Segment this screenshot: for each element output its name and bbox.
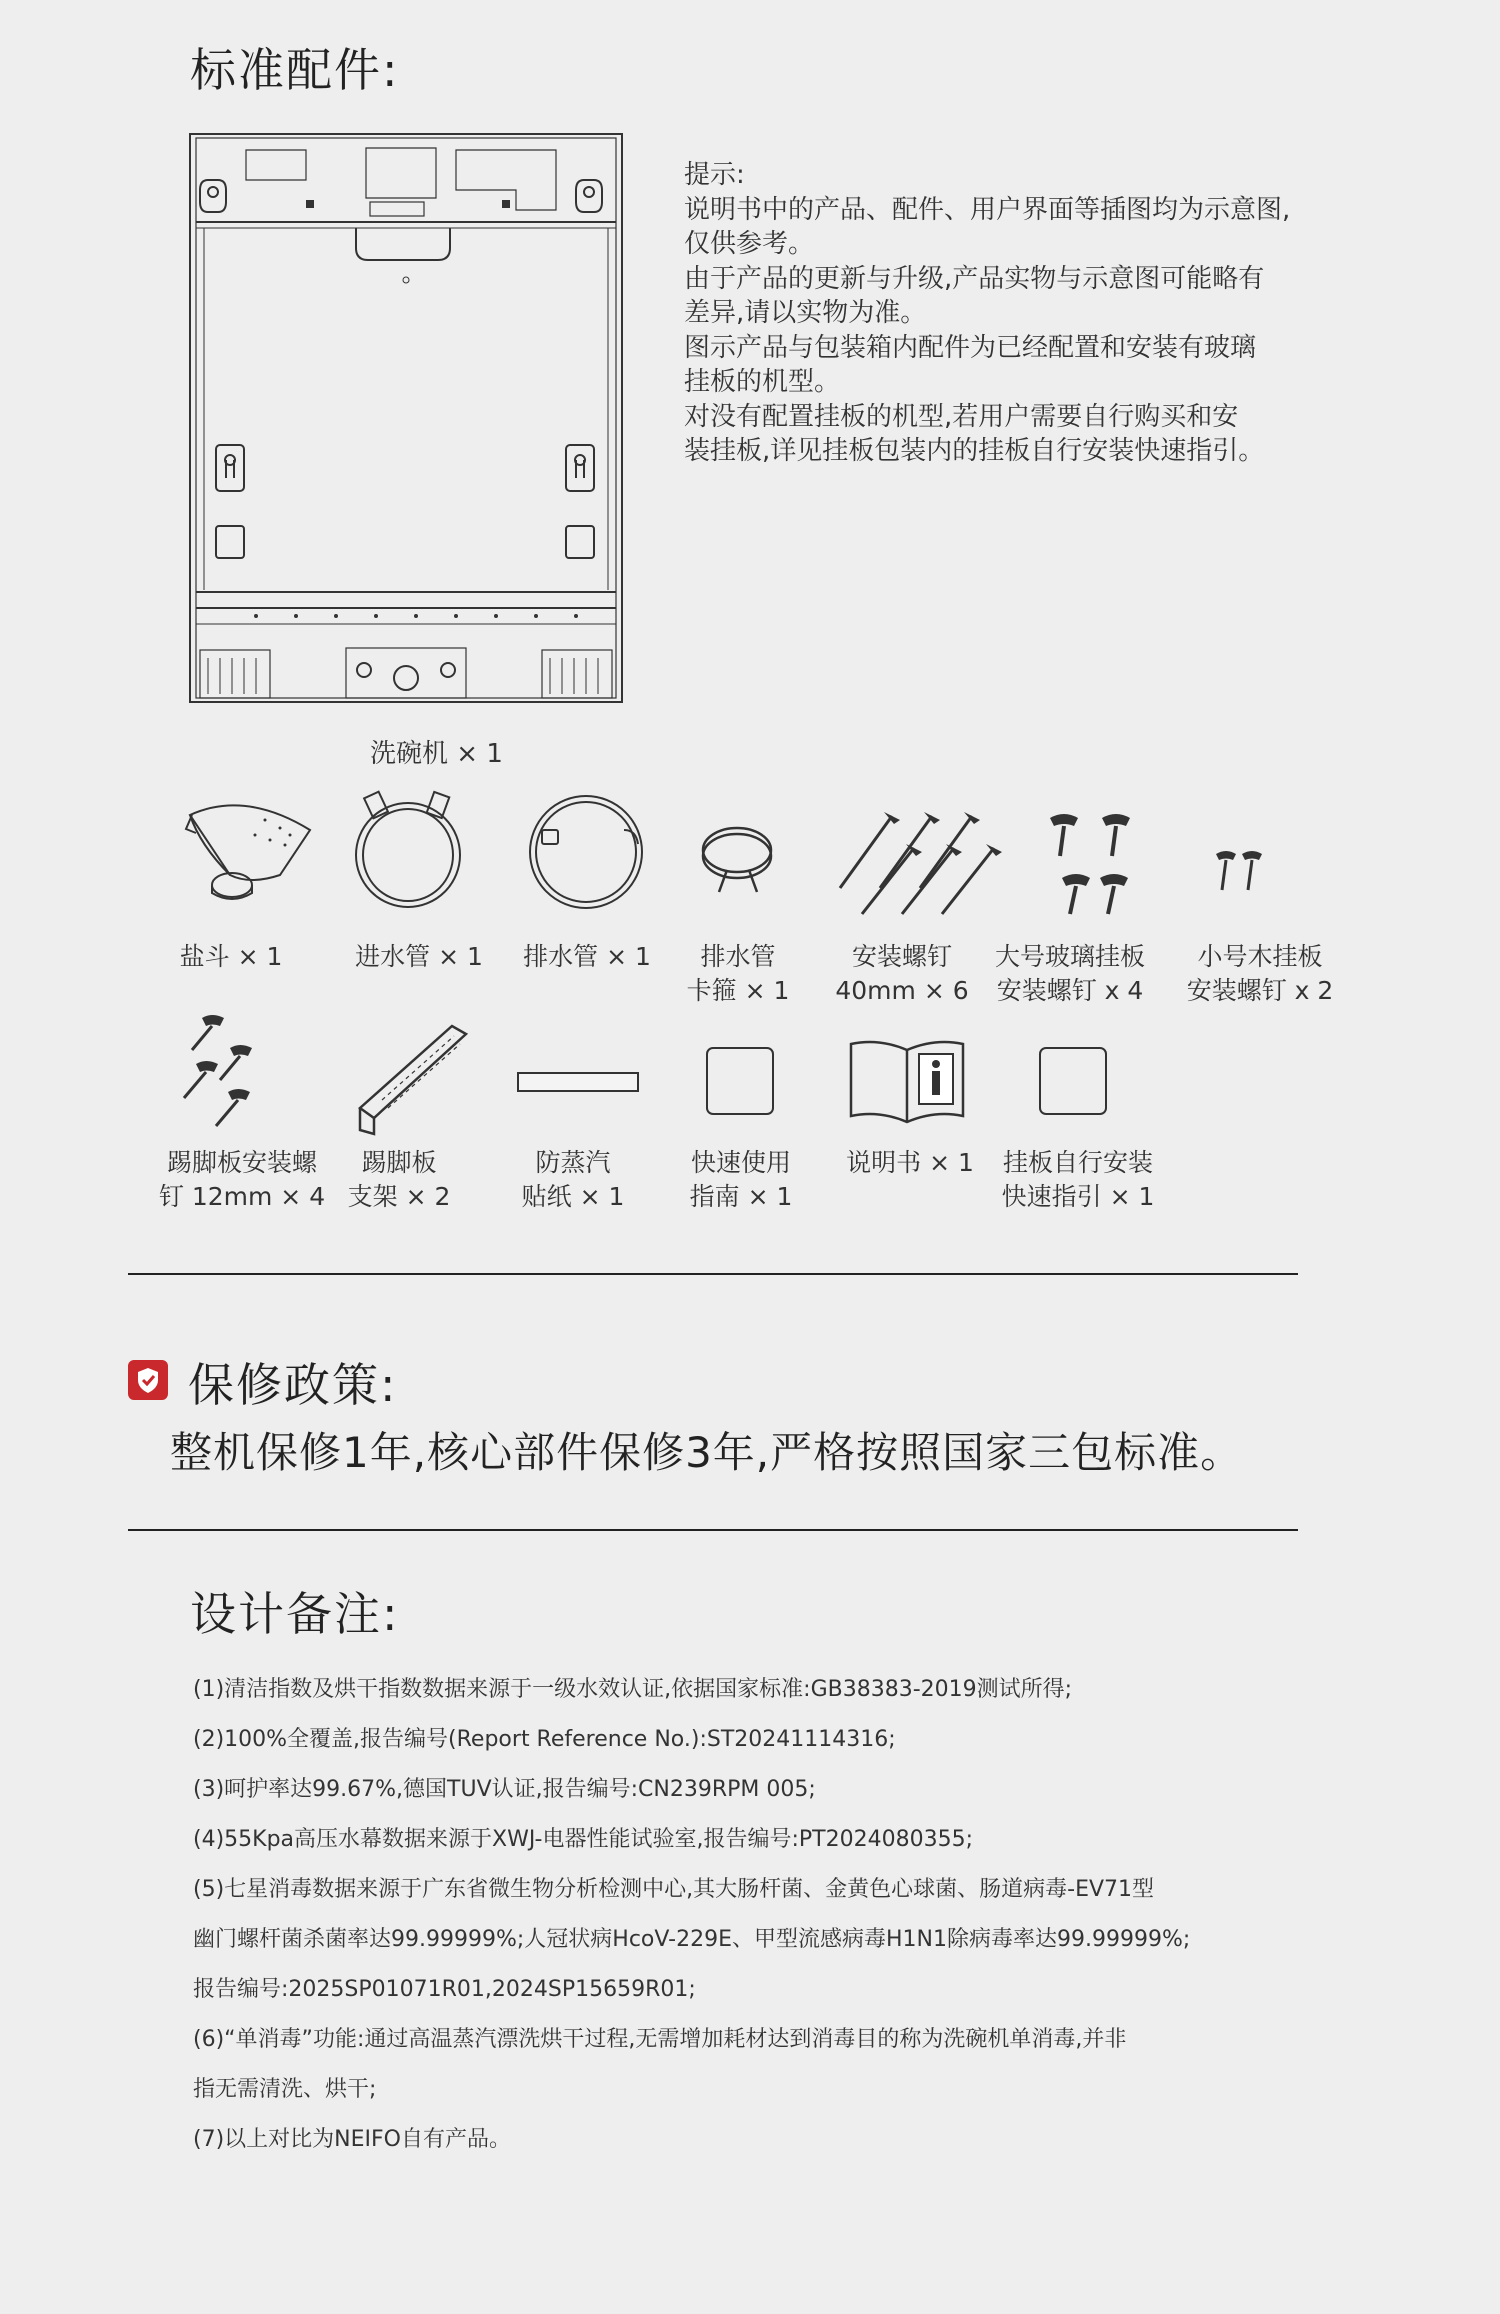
caption-line: 指南 × 1	[689, 1182, 793, 1211]
caption-line: 盐斗 × 1	[179, 942, 283, 971]
hose-clamp-caption	[648, 940, 828, 1008]
tips-line: 说明书中的产品、配件、用户界面等插图均为示意图,	[684, 194, 1291, 225]
drain-hose-icon	[524, 790, 650, 914]
panel-install-guide-caption	[988, 1146, 1168, 1214]
large-glass-screws-caption	[980, 940, 1160, 1008]
warranty-title: 保修政策:	[188, 1358, 398, 1412]
caption-line: 安装螺钉 x 2	[1186, 976, 1334, 1005]
small-wood-screws-caption	[1170, 940, 1350, 1008]
tips-line: 由于产品的更新与升级,产品实物与示意图可能略有	[684, 263, 1265, 294]
quick-guide-caption	[651, 1146, 831, 1214]
caption-line: 踢脚板安装螺	[166, 1148, 317, 1177]
caption-line: 排水管 × 1	[523, 942, 651, 971]
inlet-hose-icon	[348, 788, 470, 913]
anti-steam-sticker-icon	[517, 1072, 639, 1092]
caption-line: 快速使用	[690, 1148, 791, 1177]
tips-line: 挂板的机型。	[684, 367, 841, 397]
caption-line: 支架 × 2	[347, 1182, 451, 1211]
note-line: (2)100%全覆盖,报告编号(Report Reference No.):ST20241114316;	[193, 1727, 896, 1752]
note-line: 指无需清洗、烘干;	[193, 2077, 377, 2102]
note-line: (5)七星消毒数据来源于广东省微生物分析检测中心,其大肠杆菌、金黄色心球菌、肠道病毒-EV71型	[193, 1877, 1155, 1902]
kickplate-screws-icon	[172, 1012, 272, 1132]
caption-line: 踢脚板	[361, 1148, 437, 1177]
tips-line: 提示:	[684, 160, 745, 190]
large-glass-panel-screws-icon	[1040, 808, 1150, 918]
screws-40mm-icon	[832, 808, 1002, 918]
caption-line: 卡箍 × 1	[686, 976, 790, 1005]
shield-badge-icon	[128, 1360, 168, 1400]
tips-line: 装挂板,详见挂板包装内的挂板自行安装快速指引。	[684, 436, 1265, 466]
caption-line: 安装螺钉 x 4	[996, 976, 1144, 1005]
caption-line: 排水管	[700, 942, 776, 971]
caption-line: 大号玻璃挂板	[994, 942, 1145, 971]
dishwasher-drawing	[186, 130, 626, 705]
tips-line: 仅供参考。	[684, 229, 815, 259]
design-notes-title: 设计备注:	[190, 1587, 400, 1641]
tips-line: 对没有配置挂板的机型,若用户需要自行购买和安	[684, 401, 1239, 432]
warranty-text: 整机保修1年,核心部件保修3年,严格按照国家三包标准。	[170, 1428, 1244, 1477]
salt-funnel-icon	[170, 790, 320, 910]
small-wood-panel-screws-icon	[1212, 848, 1272, 896]
caption-line: 快速指引 × 1	[1001, 1182, 1155, 1211]
salt-funnel-caption	[141, 940, 321, 974]
caption-line: 贴纸 × 1	[521, 1182, 625, 1211]
caption-line: 防蒸汽	[535, 1148, 611, 1177]
anti-steam-sticker-caption	[483, 1146, 663, 1214]
divider-top	[128, 1273, 1298, 1275]
quick-guide-icon	[706, 1047, 774, 1115]
note-line: (4)55Kpa高压水幕数据来源于XWJ-电器性能试验室,报告编号:PT2024080355;	[193, 1827, 973, 1852]
caption-line: 40mm × 6	[835, 976, 969, 1005]
tips-line: 差异,请以实物为准。	[684, 298, 927, 328]
note-line: (7)以上对比为NEIFO自有产品。	[193, 2127, 511, 2152]
note-line: (6)“单消毒”功能:通过高温蒸汽漂洗烘干过程,无需增加耗材达到消毒目的称为洗碗机单消毒,并非	[193, 2027, 1127, 2052]
note-line: (3)呵护率达99.67%,德国TUV认证,报告编号:CN239RPM 005;	[193, 1777, 816, 1802]
dishwasher-caption: 洗碗机 × 1	[370, 739, 503, 769]
kickplate-bracket-caption	[309, 1146, 489, 1214]
caption-line: 小号木挂板	[1197, 942, 1323, 971]
note-line: 幽门螺杆菌杀菌率达99.99999%;人冠状病HcoV-229E、甲型流感病毒H1N1除病毒率达99.99999%;	[193, 1927, 1191, 1952]
caption-line: 钉 12mm × 4	[158, 1182, 326, 1211]
screws-40mm-caption	[812, 940, 992, 1008]
caption-line: 安装螺钉	[851, 942, 952, 971]
tips-block	[684, 158, 1374, 469]
caption-line: 进水管 × 1	[355, 942, 483, 971]
note-line: 报告编号:2025SP01071R01,2024SP15659R01;	[193, 1977, 696, 2002]
manual-book-caption	[820, 1146, 1000, 1180]
tips-line: 图示产品与包装箱内配件为已经配置和安装有玻璃	[684, 332, 1257, 363]
hose-clamp-icon	[697, 810, 779, 900]
accessories-title: 标准配件:	[190, 43, 400, 97]
inlet-hose-caption	[329, 940, 509, 974]
note-line: (1)清洁指数及烘干指数数据来源于一级水效认证,依据国家标准:GB38383-2019测试所得;	[193, 1677, 1073, 1702]
manual-book-icon	[847, 1038, 969, 1124]
panel-install-guide-icon	[1039, 1047, 1107, 1115]
divider-bottom	[128, 1529, 1298, 1531]
caption-line: 说明书 × 1	[846, 1148, 974, 1177]
caption-line: 挂板自行安装	[1002, 1148, 1153, 1177]
kickplate-bracket-icon	[352, 1018, 472, 1138]
